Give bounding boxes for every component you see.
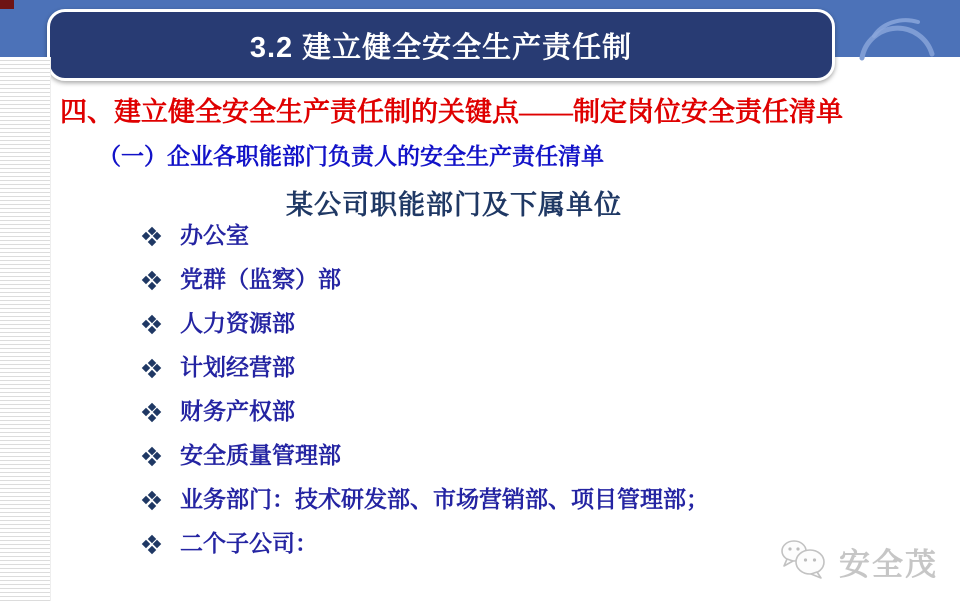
- list-item: [143, 353, 903, 383]
- list-title: 某公司职能部门及下属单位: [286, 190, 622, 220]
- slide-title: 3.2 建立健全安全生产责任制: [249, 31, 633, 64]
- list-item: [143, 309, 903, 339]
- sub-heading: （一）企业各职能部门负责人的安全生产责任清单: [98, 143, 604, 169]
- list-item-text: 人力资源部: [180, 311, 295, 336]
- diamond-bullet-icon: [143, 448, 160, 465]
- list-item: [143, 397, 903, 427]
- list-item: [143, 485, 903, 515]
- diamond-bullet-icon: [143, 536, 160, 553]
- list-item: [143, 265, 903, 295]
- list-item-text: 计划经营部: [180, 355, 295, 380]
- list-item: [143, 441, 903, 471]
- list-item-text: 业务部门：技术研发部、市场营销部、项目管理部；: [180, 487, 709, 512]
- diamond-bullet-icon: [143, 228, 160, 245]
- department-list: [143, 221, 903, 573]
- watermark: [779, 538, 938, 584]
- left-striped-sidebar: [0, 57, 51, 601]
- crescent-arc-icon: [852, 2, 942, 64]
- key-point-heading: 四、建立健全安全生产责任制的关键点——制定岗位安全责任清单: [60, 97, 843, 127]
- diamond-bullet-icon: [143, 360, 160, 377]
- list-item-text: 二个子公司：: [180, 531, 318, 556]
- red-corner-mark: [0, 0, 14, 9]
- watermark-text: 安全茂: [839, 546, 938, 582]
- slide-title-bar: [47, 9, 835, 81]
- diamond-bullet-icon: [143, 316, 160, 333]
- list-item-text: 安全质量管理部: [180, 443, 341, 468]
- wechat-logo-icon: [779, 537, 831, 586]
- diamond-bullet-icon: [143, 404, 160, 421]
- list-item: [143, 221, 903, 251]
- diamond-bullet-icon: [143, 492, 160, 509]
- list-item-text: 财务产权部: [180, 399, 295, 424]
- diamond-bullet-icon: [143, 272, 160, 289]
- list-item-text: 办公室: [180, 223, 249, 248]
- list-item-text: 党群（监察）部: [180, 267, 341, 292]
